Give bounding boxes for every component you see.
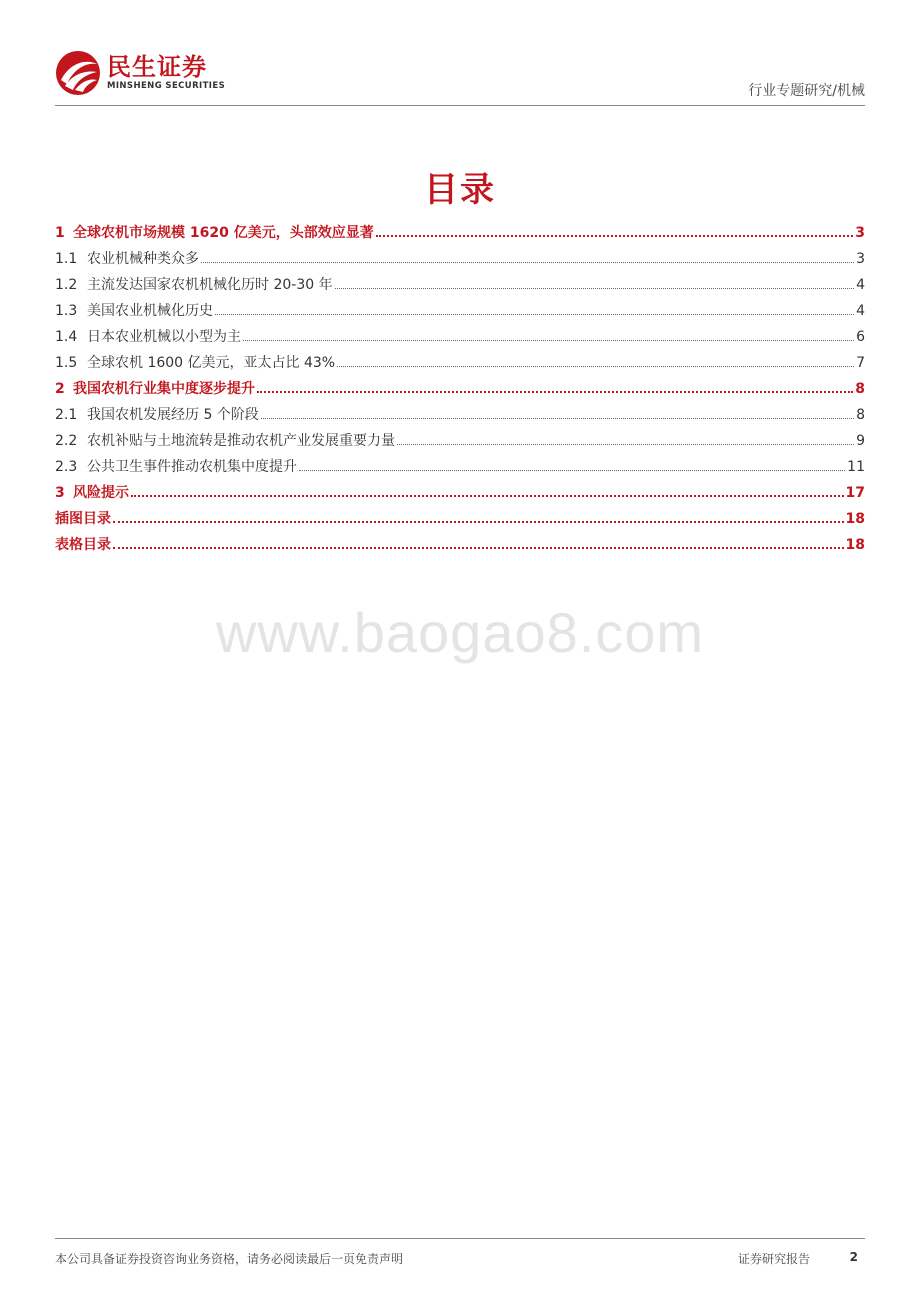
- toc-entry[interactable]: [55, 352, 865, 378]
- toc-entry-label: 表格目录: [55, 537, 111, 553]
- toc-entry-page: 3: [856, 251, 865, 267]
- toc-entry-number: 2.1: [55, 407, 78, 423]
- company-logo: [55, 50, 225, 96]
- toc-entry-page: 9: [856, 433, 865, 449]
- toc-entry-number: 1.4: [55, 329, 78, 345]
- toc-entry-page: 4: [856, 277, 865, 293]
- toc-entry-page: 3: [855, 225, 865, 241]
- toc-title: 目录: [424, 170, 496, 210]
- toc-entry-number: 1.3: [55, 303, 78, 319]
- toc-entry-number: 2: [55, 381, 65, 397]
- toc-entry[interactable]: [55, 300, 865, 326]
- toc-entry-number: 3: [55, 485, 65, 501]
- table-of-contents: [55, 222, 865, 560]
- toc-dot-leader: [397, 444, 854, 445]
- toc-entry-page: 18: [845, 537, 865, 553]
- toc-entry-number: 1.1: [55, 251, 78, 267]
- toc-entry-label: 日本农业机械以小型为主: [87, 329, 241, 345]
- toc-entry-label: 主流发达国家农机机械化历时 20-30 年: [87, 277, 333, 293]
- toc-dot-leader: [243, 340, 854, 341]
- toc-entry-label: 风险提示: [73, 485, 129, 501]
- toc-entry-page: 8: [856, 407, 865, 423]
- footer-divider: [55, 1238, 865, 1239]
- toc-entry-page: 11: [847, 459, 865, 475]
- toc-entry[interactable]: [55, 326, 865, 352]
- toc-dot-leader: [131, 495, 844, 497]
- minsheng-logo-icon: [55, 50, 101, 96]
- toc-entry-label: 公共卫生事件推动农机集中度提升: [87, 459, 297, 475]
- toc-entry[interactable]: [55, 378, 865, 404]
- toc-entry-label: 农机补贴与土地流转是推动农机产业发展重要力量: [87, 433, 395, 449]
- toc-entry-number: 2.2: [55, 433, 78, 449]
- toc-entry-page: 4: [856, 303, 865, 319]
- toc-entry[interactable]: [55, 430, 865, 456]
- toc-entry[interactable]: [55, 482, 865, 508]
- toc-entry[interactable]: [55, 274, 865, 300]
- toc-dot-leader: [215, 314, 854, 315]
- footer-report-type: 证券研究报告: [737, 1252, 810, 1266]
- toc-dot-leader: [257, 391, 853, 393]
- toc-dot-leader: [261, 418, 854, 419]
- page-number: 2: [849, 1250, 858, 1264]
- toc-entry[interactable]: [55, 248, 865, 274]
- toc-dot-leader: [113, 521, 844, 523]
- toc-entry-number: 1.5: [55, 355, 78, 371]
- toc-entry-page: 7: [856, 355, 865, 371]
- logo-english-name: MINSHENG SECURITIES: [107, 81, 226, 91]
- toc-entry-number: 1.2: [55, 277, 78, 293]
- toc-entry[interactable]: [55, 222, 865, 248]
- toc-entry-number: 1: [55, 225, 65, 241]
- page-header: [55, 50, 865, 106]
- header-divider: [55, 105, 865, 106]
- toc-dot-leader: [337, 366, 854, 367]
- toc-entry-number: 2.3: [55, 459, 78, 475]
- toc-dot-leader: [335, 288, 854, 289]
- toc-entry-label: 美国农业机械化历史: [87, 303, 213, 319]
- toc-entry-label: 全球农机 1600 亿美元，亚太占比 43%: [87, 355, 336, 371]
- toc-dot-leader: [376, 235, 854, 237]
- toc-entry[interactable]: [55, 404, 865, 430]
- toc-entry-label: 我国农机行业集中度逐步提升: [73, 381, 255, 397]
- toc-entry-label: 我国农机发展经历 5 个阶段: [87, 407, 259, 423]
- footer-disclaimer: 本公司具备证券投资咨询业务资格，请务必阅读最后一页免责声明: [55, 1252, 404, 1266]
- toc-dot-leader: [113, 547, 844, 549]
- toc-dot-leader: [201, 262, 854, 263]
- toc-entry-page: 6: [856, 329, 865, 345]
- toc-entry-label: 农业机械种类众多: [87, 251, 199, 267]
- watermark: www.baogao8.com: [215, 601, 705, 664]
- toc-dot-leader: [299, 470, 845, 471]
- toc-entry-page: 8: [855, 381, 865, 397]
- toc-entry-page: 18: [845, 511, 865, 527]
- toc-entry[interactable]: [55, 456, 865, 482]
- report-category: 行业专题研究/机械: [748, 83, 865, 99]
- logo-chinese-name: 民生证券: [107, 53, 207, 81]
- toc-entry[interactable]: [55, 508, 865, 534]
- toc-entry-label: 全球农机市场规模 1620 亿美元，头部效应显著: [73, 225, 374, 241]
- toc-entry-label: 插图目录: [55, 511, 111, 527]
- toc-entry-page: 17: [845, 485, 865, 501]
- toc-entry[interactable]: [55, 534, 865, 560]
